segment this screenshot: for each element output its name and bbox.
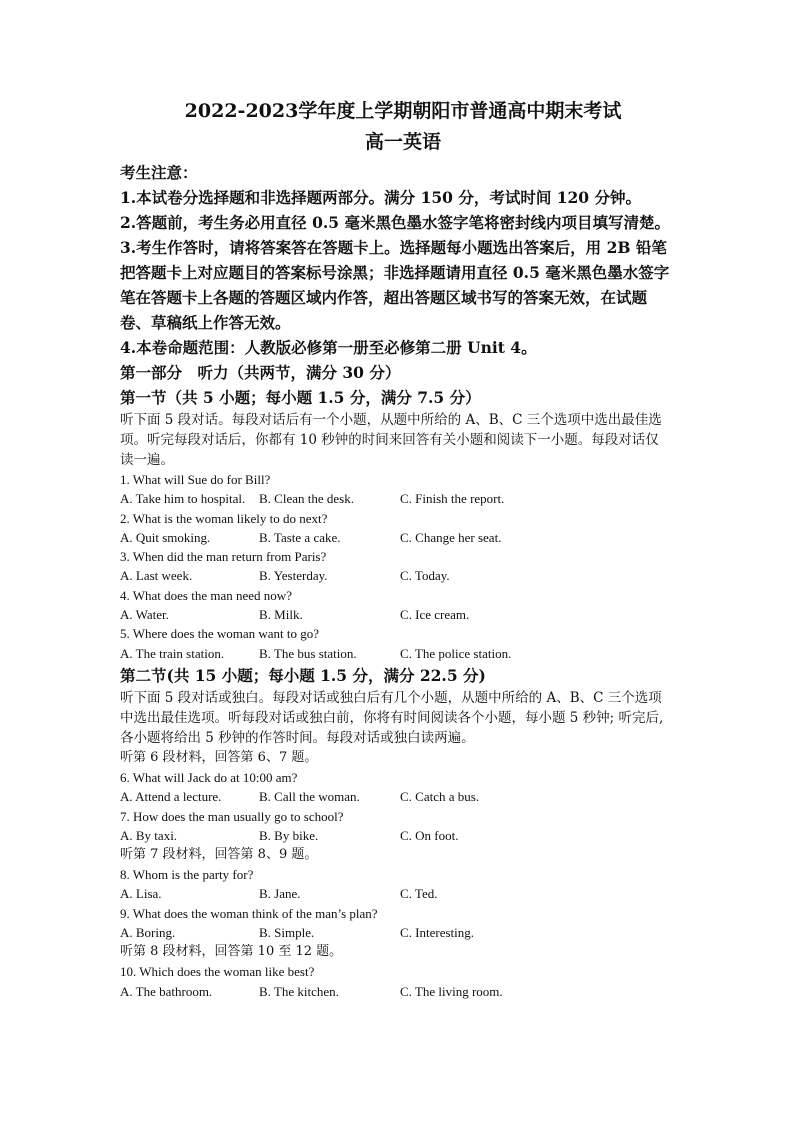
option-b: B. The kitchen. <box>259 983 339 999</box>
option-a: A. Water. <box>120 607 169 623</box>
question-10: 10. Which does the woman like best? <box>120 964 315 980</box>
option-c: C. Finish the report. <box>400 491 505 507</box>
option-c: C. On foot. <box>400 827 459 843</box>
options-5 <box>120 644 686 663</box>
section1-instruction: 项。听完每段对话后，你都有 10 秒钟的时间来回答有关小题和阅读下一小题。每段对话仅 <box>120 432 659 448</box>
option-a: A. Attend a lecture. <box>120 789 222 805</box>
notice-line: 把答题卡上对应题目的答案标号涂黑；非选择题请用直径 0.5 毫米黑色墨水签字 <box>120 263 670 282</box>
option-b: B. Taste a cake. <box>259 529 341 545</box>
option-a: A. By taxi. <box>120 827 178 843</box>
question-3: 3. When did the man return from Paris? <box>120 549 327 565</box>
option-a: A. Last week. <box>120 568 193 584</box>
options-10 <box>120 982 686 1001</box>
question-8: 8. Whom is the party for? <box>120 867 254 883</box>
material-note-7: 听第 7 段材料，回答第 8、9 题。 <box>120 847 318 863</box>
notice-line: 1.本试卷分选择题和非选择题两部分。满分 150 分，考试时间 120 分钟。 <box>120 188 641 207</box>
option-a: A. The bathroom. <box>120 983 213 999</box>
question-1: 1. What will Sue do for Bill? <box>120 472 271 487</box>
notice-line: 4.本卷命题范围：人教版必修第一册至必修第二册 Unit 4。 <box>120 338 537 357</box>
material-note-6: 听第 6 段材料，回答第 6、7 题。 <box>120 749 318 765</box>
notice-heading: 考生注意： <box>120 163 198 182</box>
option-b: B. The bus station. <box>259 645 357 661</box>
options-7 <box>120 826 686 845</box>
option-c: C. Today. <box>400 568 450 584</box>
option-c: C. Ted. <box>400 886 438 902</box>
option-b: B. Simple. <box>259 925 315 941</box>
question-6: 6. What will Jack do at 10:00 am? <box>120 769 298 785</box>
options-6 <box>120 787 686 806</box>
section1-heading: 第一节（共 5 小题；每小题 1.5 分，满分 7.5 分） <box>120 388 481 407</box>
option-b: B. Milk. <box>259 607 303 623</box>
option-b: B. Jane. <box>259 886 301 902</box>
option-a: A. Quit smoking. <box>120 529 211 545</box>
options-4 <box>120 605 686 624</box>
option-c: C. Change her seat. <box>400 529 502 545</box>
section2-instruction: 中选出最佳选项。听每段对话或独白前，你将有时间阅读各个小题，每小题 5 秒钟; 听完后, <box>120 709 664 726</box>
question-7: 7. How does the man usually go to school? <box>120 808 344 824</box>
option-b: B. Clean the desk. <box>259 491 354 507</box>
question-9: 9. What does the woman think of the man’s plan? <box>120 905 378 921</box>
option-a: A. The train station. <box>120 645 225 661</box>
options-9 <box>120 923 686 942</box>
option-b: B. Yesterday. <box>259 568 328 584</box>
section2-heading: 第二节(共 15 小题；每小题 1.5 分，满分 22.5 分) <box>120 665 486 685</box>
options-3 <box>120 566 686 585</box>
options-2 <box>120 528 686 547</box>
material-note-8: 听第 8 段材料，回答第 10 至 12 题。 <box>120 944 343 960</box>
question-2: 2. What is the woman likely to do next? <box>120 510 328 526</box>
section1-instruction: 读一遍。 <box>120 452 174 468</box>
option-a: A. Lisa. <box>120 886 162 902</box>
page-subtitle: 高一英语 <box>364 131 441 153</box>
notice-line: 卷、草稿纸上作答无效。 <box>120 313 291 332</box>
option-c: C. The living room. <box>400 983 503 999</box>
notice-line: 2.答题前，考生务必用直径 0.5 毫米黑色墨水签字笔将密封线内项目填写清楚。 <box>120 213 670 232</box>
section2-instruction: 各小题将给出 5 秒钟的作答时间。每段对话或独白读两遍。 <box>120 729 475 746</box>
question-4: 4. What does the man need now? <box>120 587 292 603</box>
part1-heading: 第一部分 听力（共两节，满分 30 分） <box>120 363 401 382</box>
option-c: C. The police station. <box>400 645 512 661</box>
options-1 <box>120 489 686 508</box>
option-c: C. Ice cream. <box>400 607 470 623</box>
question-5: 5. Where does the woman want to go? <box>120 626 320 642</box>
option-c: C. Interesting. <box>400 925 475 941</box>
option-a: A. Boring. <box>120 925 176 941</box>
notice-line: 笔在答题卡上各题的答题区域内作答，超出答题区域书写的答案无效，在试题 <box>120 288 648 307</box>
option-b: B. Call the woman. <box>259 789 360 805</box>
option-b: B. By bike. <box>259 827 319 843</box>
page-title: 2022-2023学年度上学期朝阳市普通高中期末考试 <box>184 100 622 122</box>
option-c: C. Catch a bus. <box>400 789 480 805</box>
option-a: A. Take him to hospital. <box>120 491 246 507</box>
notice-line: 3.考生作答时，请将答案答在答题卡上。选择题每小题选出答案后，用 2B 铅笔 <box>120 238 667 257</box>
section2-instruction: 听下面 5 段对话或独白。每段对话或独白后有几个小题，从题中所给的 A、B、C 三个选项 <box>120 689 662 706</box>
options-8 <box>120 884 686 903</box>
section1-instruction: 听下面 5 段对话。每段对话后有一个小题，从题中所给的 A、B、C 三个选项中选出最佳选 <box>120 412 662 428</box>
